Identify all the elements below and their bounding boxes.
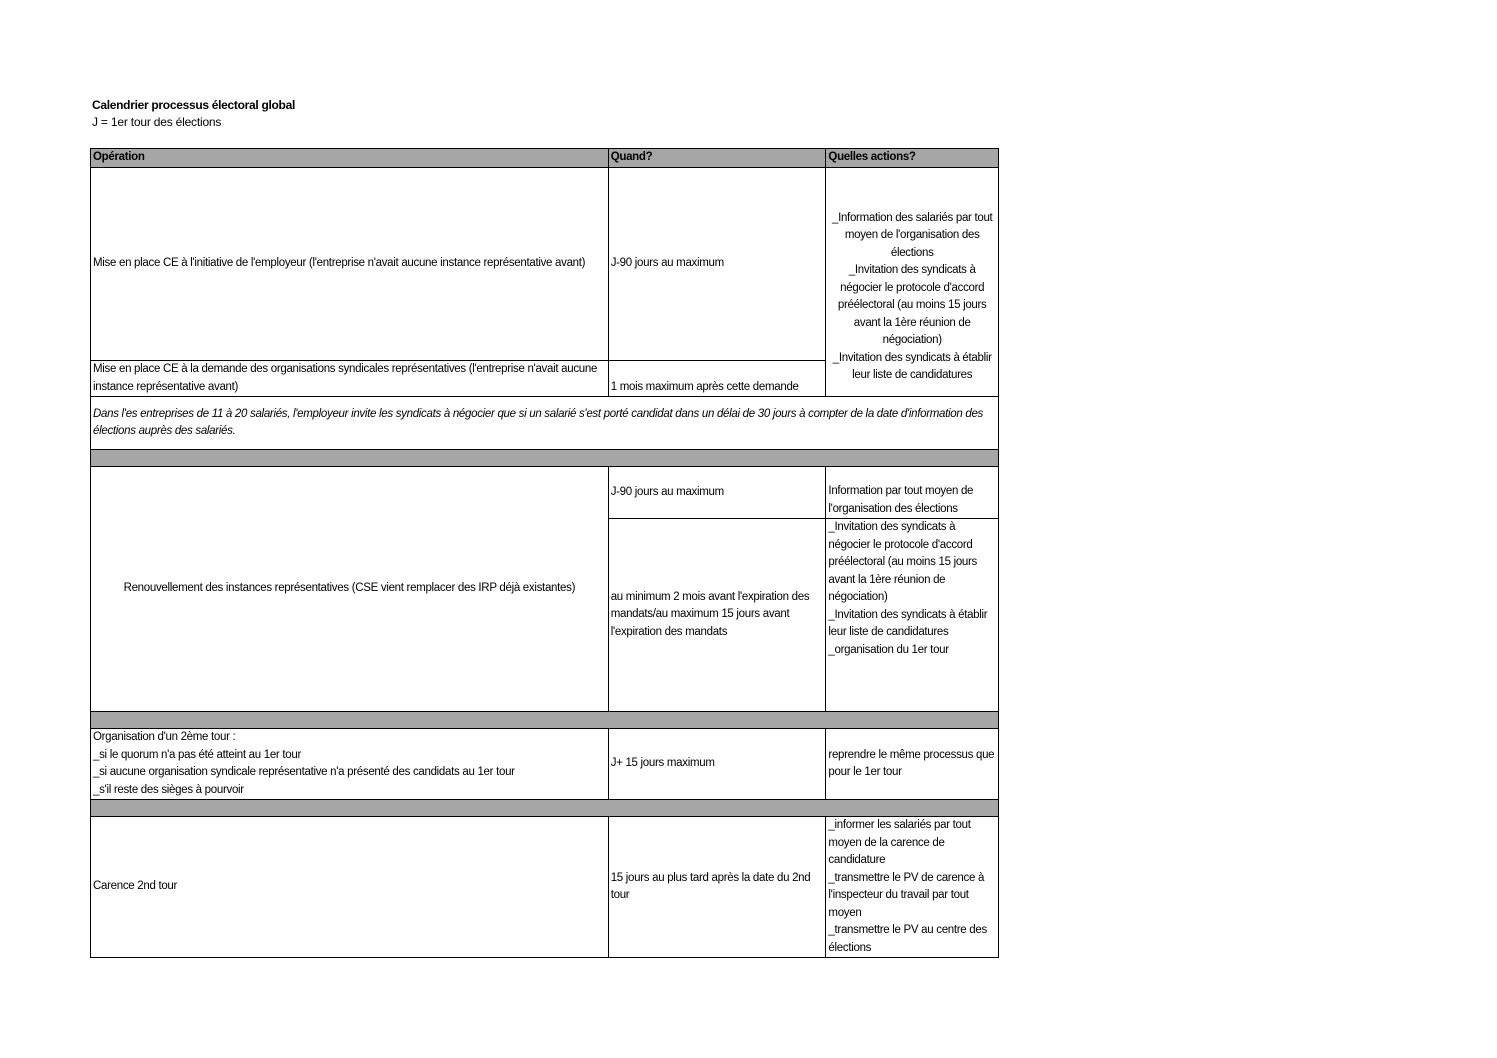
header-when: Quand?: [608, 149, 826, 168]
when-cell: 15 jours au plus tard après la date du 2nd tour: [608, 817, 826, 958]
note-cell: Dans l'es entreprises de 11 à 20 salariés, l'employeur invite les syndicats à négocier que si un salarié s'est porté candidat dans un délai de 30 jours à compter de la date d'information des élections auprès des salariés.: [91, 397, 999, 450]
operation-cell: Mise en place CE à l'initiative de l'employeur (l'entreprise n'avait aucune instance représentative avant): [91, 168, 609, 361]
table-row: [91, 467, 999, 519]
separator-row: [91, 450, 999, 467]
separator-cell: [91, 712, 999, 729]
when-cell: 1 mois maximum après cette demande: [608, 361, 826, 397]
actions-cell: _Information des salariés par tout moyen de l'organisation des élections _Invitation des syndicats à négocier le protocole d'accord préélectoral (au moins 15 jours avant la 1ère réunion de négociation) _Invitation des syndicats à établir leur liste de candidatures: [826, 168, 999, 397]
actions-cell: _informer les salariés par tout moyen de la carence de candidature _transmettre le PV de carence à l'inspecteur du travail par tout moyen _transmettre le PV au centre des élections: [826, 817, 999, 958]
actions-cell: Information par tout moyen de l'organisation des élections: [826, 467, 999, 519]
operation-cell: Organisation d'un 2ème tour : _si le quorum n'a pas été atteint au 1er tour _si aucune organisation syndicale représentative n'a présenté des candidats au 1er tour _s'il reste des sièges à pourvoir: [91, 729, 609, 800]
table-row: [91, 729, 999, 800]
table-row: [91, 168, 999, 361]
when-cell: J-90 jours au maximum: [608, 168, 826, 361]
separator-cell: [91, 800, 999, 817]
separator-cell: [91, 450, 999, 467]
document-title: Calendrier processus électoral global: [92, 98, 295, 112]
document-subtitle: J = 1er tour des élections: [92, 115, 222, 129]
operation-cell: Renouvellement des instances représentatives (CSE vient remplacer des IRP déjà existantes): [91, 467, 609, 712]
when-cell: J-90 jours au maximum: [608, 467, 826, 519]
when-cell: J+ 15 jours maximum: [608, 729, 826, 800]
header-operation: Opération: [91, 149, 609, 168]
note-row: [91, 397, 999, 450]
table-row: [91, 817, 999, 958]
separator-row: [91, 800, 999, 817]
actions-cell: reprendre le même processus que pour le 1er tour: [826, 729, 999, 800]
when-cell: au minimum 2 mois avant l'expiration des mandats/au maximum 15 jours avant l'expiration des mandats: [608, 519, 826, 712]
operation-cell: Carence 2nd tour: [91, 817, 609, 958]
header-row: [91, 149, 999, 168]
actions-cell: _Invitation des syndicats à négocier le protocole d'accord préélectoral (au moins 15 jours avant la 1ère réunion de négociation) _Invitation des syndicats à établir leur liste de candidatures _organisation du 1er tour: [826, 519, 999, 712]
electoral-calendar-table: [90, 148, 999, 958]
header-actions: Quelles actions?: [826, 149, 999, 168]
separator-row: [91, 712, 999, 729]
operation-cell: Mise en place CE à la demande des organisations syndicales représentatives (l'entreprise n'avait aucune instance représentative avant): [91, 361, 609, 397]
